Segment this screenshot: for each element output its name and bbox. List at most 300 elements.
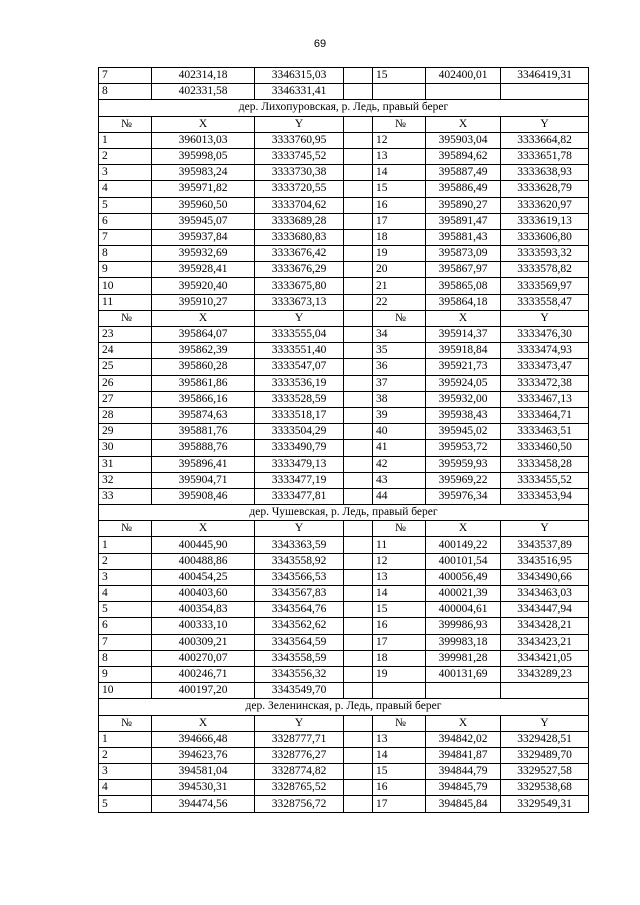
table-row <box>99 84 589 100</box>
point-number: 5 <box>99 796 152 812</box>
point-number: 2 <box>99 148 152 164</box>
spacer-cell <box>344 165 373 181</box>
coord-y <box>501 84 589 100</box>
point-number: 1 <box>99 731 152 747</box>
point-number: 24 <box>99 343 152 359</box>
coord-y: 3343556,32 <box>255 666 344 682</box>
coord-x: 395953,72 <box>426 440 501 456</box>
table-row <box>99 359 589 375</box>
point-number: 3 <box>99 764 152 780</box>
coord-x: 395864,07 <box>152 327 255 343</box>
coord-y: 3343447,94 <box>501 602 589 618</box>
spacer-cell <box>344 537 373 553</box>
coord-x: 395971,82 <box>152 181 255 197</box>
coord-y: 3333664,82 <box>501 132 589 148</box>
point-number: 4 <box>99 181 152 197</box>
point-number: 34 <box>373 327 426 343</box>
point-number: 23 <box>99 327 152 343</box>
point-number: 10 <box>99 683 152 699</box>
point-number: 44 <box>373 488 426 504</box>
spacer-cell <box>344 181 373 197</box>
coord-x: 395864,18 <box>426 294 501 310</box>
coord-x: 400403,60 <box>152 586 255 602</box>
spacer-cell <box>344 456 373 472</box>
point-number: 28 <box>99 407 152 423</box>
spacer-cell <box>344 488 373 504</box>
table-row <box>99 148 589 164</box>
spacer-cell <box>344 229 373 245</box>
spacer-cell <box>344 650 373 666</box>
coord-y: 3333458,28 <box>501 456 589 472</box>
coord-x: 399983,18 <box>426 634 501 650</box>
point-number: 9 <box>99 666 152 682</box>
header-no: № <box>99 310 152 326</box>
table-row <box>99 213 589 229</box>
coord-x: 395998,05 <box>152 148 255 164</box>
point-number: 43 <box>373 472 426 488</box>
point-number: 5 <box>99 197 152 213</box>
coord-y: 3333620,97 <box>501 197 589 213</box>
spacer-cell <box>344 407 373 423</box>
point-number: 41 <box>373 440 426 456</box>
table-row <box>99 132 589 148</box>
table-row <box>99 650 589 666</box>
spacer-cell <box>344 84 373 100</box>
point-number: 13 <box>373 731 426 747</box>
header-no: № <box>99 116 152 132</box>
spacer-cell <box>344 569 373 585</box>
coord-y: 3333473,47 <box>501 359 589 375</box>
point-number: 36 <box>373 359 426 375</box>
section-title: дер. Чушевская, р. Ледь, правый берег <box>99 505 589 521</box>
coord-y: 3343289,23 <box>501 666 589 682</box>
spacer-cell <box>344 148 373 164</box>
table-row <box>99 569 589 585</box>
coord-x: 400197,20 <box>152 683 255 699</box>
coord-x: 394845,84 <box>426 796 501 812</box>
header-x: X <box>152 715 255 731</box>
coord-x: 400149,22 <box>426 537 501 553</box>
coord-x: 395896,41 <box>152 456 255 472</box>
coord-x: 395983,24 <box>152 165 255 181</box>
coord-y: 3333673,13 <box>255 294 344 310</box>
header-x: X <box>152 521 255 537</box>
spacer-cell <box>344 391 373 407</box>
point-number: 7 <box>99 68 152 84</box>
table-row <box>99 375 589 391</box>
table-row <box>99 731 589 747</box>
spacer-cell <box>344 764 373 780</box>
spacer-cell <box>344 197 373 213</box>
coord-x: 402400,01 <box>426 68 501 84</box>
spacer-cell <box>344 472 373 488</box>
coord-x <box>426 84 501 100</box>
coord-y: 3343463,03 <box>501 586 589 602</box>
coord-y: 3329489,70 <box>501 747 589 763</box>
section-title-row <box>99 505 589 521</box>
coord-y: 3343423,21 <box>501 634 589 650</box>
point-number: 1 <box>99 537 152 553</box>
coord-y: 3343537,89 <box>501 537 589 553</box>
coord-x: 395908,46 <box>152 488 255 504</box>
point-number: 3 <box>99 165 152 181</box>
spacer-cell <box>344 327 373 343</box>
coord-x: 395924,05 <box>426 375 501 391</box>
table-row <box>99 229 589 245</box>
table-row <box>99 440 589 456</box>
header-y: Y <box>501 310 589 326</box>
coord-x: 395874,63 <box>152 407 255 423</box>
coord-y: 3333720,55 <box>255 181 344 197</box>
table-row <box>99 666 589 682</box>
spacer-cell <box>344 213 373 229</box>
point-number: 39 <box>373 407 426 423</box>
table-row <box>99 488 589 504</box>
coord-y: 3328756,72 <box>255 796 344 812</box>
coord-y: 3343564,76 <box>255 602 344 618</box>
table-row <box>99 553 589 569</box>
coord-x: 394845,79 <box>426 780 501 796</box>
table-row <box>99 586 589 602</box>
point-number: 2 <box>99 553 152 569</box>
point-number: 18 <box>373 650 426 666</box>
coord-y: 3343558,59 <box>255 650 344 666</box>
table-row <box>99 764 589 780</box>
coord-y: 3333477,19 <box>255 472 344 488</box>
coord-x: 395945,07 <box>152 213 255 229</box>
point-number: 35 <box>373 343 426 359</box>
coord-x: 399986,93 <box>426 618 501 634</box>
point-number: 27 <box>99 391 152 407</box>
point-number: 13 <box>373 148 426 164</box>
header-y: Y <box>255 521 344 537</box>
coord-x: 400021,39 <box>426 586 501 602</box>
point-number: 12 <box>373 132 426 148</box>
spacer-cell <box>344 424 373 440</box>
table-row <box>99 634 589 650</box>
coord-y: 3333606,80 <box>501 229 589 245</box>
table-row <box>99 68 589 84</box>
header-x: X <box>426 715 501 731</box>
spacer-cell <box>344 666 373 682</box>
table-row <box>99 472 589 488</box>
coord-x: 395873,09 <box>426 246 501 262</box>
section-title-row <box>99 100 589 116</box>
coord-x: 395932,00 <box>426 391 501 407</box>
coord-x: 395862,39 <box>152 343 255 359</box>
point-number: 30 <box>99 440 152 456</box>
coord-x: 394530,31 <box>152 780 255 796</box>
point-number: 15 <box>373 68 426 84</box>
coord-x: 395860,28 <box>152 359 255 375</box>
point-number: 10 <box>99 278 152 294</box>
point-number: 4 <box>99 586 152 602</box>
spacer-cell <box>344 553 373 569</box>
coord-y: 3329549,31 <box>501 796 589 812</box>
coord-y: 3333463,51 <box>501 424 589 440</box>
coord-y: 3343428,21 <box>501 618 589 634</box>
coord-x: 394841,87 <box>426 747 501 763</box>
coord-y: 3333479,13 <box>255 456 344 472</box>
spacer-cell <box>344 747 373 763</box>
table-row <box>99 391 589 407</box>
coord-y: 3328776,27 <box>255 747 344 763</box>
coord-x: 395976,34 <box>426 488 501 504</box>
coord-x: 395921,73 <box>426 359 501 375</box>
coord-y: 3333558,47 <box>501 294 589 310</box>
coord-x: 395928,41 <box>152 262 255 278</box>
coord-x: 394474,56 <box>152 796 255 812</box>
coord-x: 395888,76 <box>152 440 255 456</box>
coord-y: 3333676,42 <box>255 246 344 262</box>
coord-y: 3343363,59 <box>255 537 344 553</box>
spacer-cell <box>344 731 373 747</box>
coord-x: 395920,40 <box>152 278 255 294</box>
column-header-row <box>99 310 589 326</box>
spacer-cell <box>344 278 373 294</box>
point-number: 2 <box>99 747 152 763</box>
header-no: № <box>373 310 426 326</box>
point-number: 42 <box>373 456 426 472</box>
coord-y: 3343558,92 <box>255 553 344 569</box>
section-title: дер. Зеленинская, р. Ледь, правый берег <box>99 699 589 715</box>
point-number: 12 <box>373 553 426 569</box>
coord-x: 402331,58 <box>152 84 255 100</box>
coord-x: 400056,49 <box>426 569 501 585</box>
coord-y: 3333464,71 <box>501 407 589 423</box>
coord-y: 3343566,53 <box>255 569 344 585</box>
section-title-row <box>99 699 589 715</box>
coord-y: 3333638,93 <box>501 165 589 181</box>
coord-y: 3333704,62 <box>255 197 344 213</box>
coord-x: 400270,07 <box>152 650 255 666</box>
spacer-cell <box>344 132 373 148</box>
point-number: 1 <box>99 132 152 148</box>
coord-y: 3343562,62 <box>255 618 344 634</box>
column-header-row <box>99 116 589 132</box>
spacer-cell <box>344 440 373 456</box>
coord-x: 402314,18 <box>152 68 255 84</box>
table-row <box>99 424 589 440</box>
coord-x: 395969,22 <box>426 472 501 488</box>
table-row <box>99 537 589 553</box>
point-number: 8 <box>99 650 152 666</box>
spacer-cell <box>344 683 373 699</box>
spacer-cell <box>344 715 373 731</box>
coord-x: 395881,43 <box>426 229 501 245</box>
coord-x: 394623,76 <box>152 747 255 763</box>
table-row <box>99 165 589 181</box>
coord-x: 395910,27 <box>152 294 255 310</box>
coord-y: 3333547,07 <box>255 359 344 375</box>
table-row <box>99 747 589 763</box>
point-number: 11 <box>99 294 152 310</box>
coord-y: 3333518,17 <box>255 407 344 423</box>
coord-x: 395914,37 <box>426 327 501 343</box>
header-y: Y <box>255 310 344 326</box>
coord-x: 400101,54 <box>426 553 501 569</box>
point-number: 14 <box>373 165 426 181</box>
coord-x: 395887,49 <box>426 165 501 181</box>
point-number: 17 <box>373 213 426 229</box>
coord-x: 395894,62 <box>426 148 501 164</box>
point-number: 4 <box>99 780 152 796</box>
coord-y: 3333651,78 <box>501 148 589 164</box>
header-x: X <box>426 521 501 537</box>
table-row <box>99 343 589 359</box>
table-row <box>99 294 589 310</box>
table-row <box>99 456 589 472</box>
coord-x: 400454,25 <box>152 569 255 585</box>
coord-y: 3343490,66 <box>501 569 589 585</box>
coord-y: 3333460,50 <box>501 440 589 456</box>
spacer-cell <box>344 246 373 262</box>
coord-y: 3333504,29 <box>255 424 344 440</box>
coord-x: 395886,49 <box>426 181 501 197</box>
coord-y: 3328774,82 <box>255 764 344 780</box>
point-number: 40 <box>373 424 426 440</box>
table-row <box>99 181 589 197</box>
point-number: 21 <box>373 278 426 294</box>
coord-y: 3333467,13 <box>501 391 589 407</box>
point-number: 26 <box>99 375 152 391</box>
header-x: X <box>426 310 501 326</box>
spacer-cell <box>344 310 373 326</box>
header-y: Y <box>501 116 589 132</box>
point-number: 6 <box>99 618 152 634</box>
coord-y: 3333745,52 <box>255 148 344 164</box>
spacer-cell <box>344 618 373 634</box>
coord-x: 394844,79 <box>426 764 501 780</box>
coordinates-table <box>98 67 589 813</box>
coord-y: 3328765,52 <box>255 780 344 796</box>
section-title: дер. Лихопуровская, р. Ледь, правый берег <box>99 100 589 116</box>
coord-x: 395904,71 <box>152 472 255 488</box>
coord-x: 395918,84 <box>426 343 501 359</box>
coord-x: 395960,50 <box>152 197 255 213</box>
coord-y: 3333474,93 <box>501 343 589 359</box>
point-number: 6 <box>99 213 152 229</box>
point-number: 19 <box>373 666 426 682</box>
header-no: № <box>99 521 152 537</box>
coord-y <box>501 683 589 699</box>
point-number: 16 <box>373 618 426 634</box>
coord-y: 3333453,94 <box>501 488 589 504</box>
coord-x: 400445,90 <box>152 537 255 553</box>
coord-y: 3333578,82 <box>501 262 589 278</box>
coord-x: 400333,10 <box>152 618 255 634</box>
coord-y: 3346315,03 <box>255 68 344 84</box>
point-number: 14 <box>373 586 426 602</box>
coord-x: 400354,83 <box>152 602 255 618</box>
coord-y: 3333569,97 <box>501 278 589 294</box>
spacer-cell <box>344 586 373 602</box>
coord-x: 395865,08 <box>426 278 501 294</box>
point-number: 13 <box>373 569 426 585</box>
point-number: 29 <box>99 424 152 440</box>
point-number: 11 <box>373 537 426 553</box>
coord-x: 395891,47 <box>426 213 501 229</box>
spacer-cell <box>344 375 373 391</box>
table-row <box>99 780 589 796</box>
point-number: 37 <box>373 375 426 391</box>
header-y: Y <box>501 521 589 537</box>
header-y: Y <box>255 715 344 731</box>
point-number: 15 <box>373 181 426 197</box>
table-row <box>99 262 589 278</box>
coord-y: 3333593,32 <box>501 246 589 262</box>
header-x: X <box>426 116 501 132</box>
coord-y: 3343421,05 <box>501 650 589 666</box>
table-row <box>99 246 589 262</box>
coord-x: 394666,48 <box>152 731 255 747</box>
column-header-row <box>99 715 589 731</box>
coord-x: 396013,03 <box>152 132 255 148</box>
header-no: № <box>373 715 426 731</box>
coord-x: 399981,28 <box>426 650 501 666</box>
column-header-row <box>99 521 589 537</box>
table-row <box>99 278 589 294</box>
point-number: 32 <box>99 472 152 488</box>
coord-x: 395938,43 <box>426 407 501 423</box>
coord-y: 3333628,79 <box>501 181 589 197</box>
point-number: 8 <box>99 84 152 100</box>
coord-y: 3343567,83 <box>255 586 344 602</box>
point-number: 38 <box>373 391 426 407</box>
point-number: 17 <box>373 634 426 650</box>
header-no: № <box>373 521 426 537</box>
coord-x: 400004,61 <box>426 602 501 618</box>
coord-y: 3333676,29 <box>255 262 344 278</box>
point-number: 19 <box>373 246 426 262</box>
coord-y: 3329527,58 <box>501 764 589 780</box>
point-number: 15 <box>373 602 426 618</box>
point-number: 33 <box>99 488 152 504</box>
coord-y: 3333536,19 <box>255 375 344 391</box>
coord-x: 395959,93 <box>426 456 501 472</box>
coord-y: 3333551,40 <box>255 343 344 359</box>
table-row <box>99 407 589 423</box>
coord-y: 3333619,13 <box>501 213 589 229</box>
point-number: 15 <box>373 764 426 780</box>
spacer-cell <box>344 780 373 796</box>
coord-y: 3333680,83 <box>255 229 344 245</box>
coord-y: 3346419,31 <box>501 68 589 84</box>
coord-x: 400488,86 <box>152 553 255 569</box>
point-number: 22 <box>373 294 426 310</box>
coord-y: 3343549,70 <box>255 683 344 699</box>
coord-y: 3333528,59 <box>255 391 344 407</box>
point-number: 17 <box>373 796 426 812</box>
page-number: 69 <box>313 38 327 50</box>
point-number: 25 <box>99 359 152 375</box>
spacer-cell <box>344 116 373 132</box>
spacer-cell <box>344 68 373 84</box>
coord-x: 395867,97 <box>426 262 501 278</box>
coord-x: 400131,69 <box>426 666 501 682</box>
point-number: 14 <box>373 747 426 763</box>
coord-y: 3333490,79 <box>255 440 344 456</box>
point-number: 16 <box>373 780 426 796</box>
table-row <box>99 327 589 343</box>
coord-y: 3333689,28 <box>255 213 344 229</box>
point-number: 9 <box>99 262 152 278</box>
coord-y: 3329428,51 <box>501 731 589 747</box>
point-number: 31 <box>99 456 152 472</box>
spacer-cell <box>344 359 373 375</box>
coord-x: 395932,69 <box>152 246 255 262</box>
header-y: Y <box>501 715 589 731</box>
